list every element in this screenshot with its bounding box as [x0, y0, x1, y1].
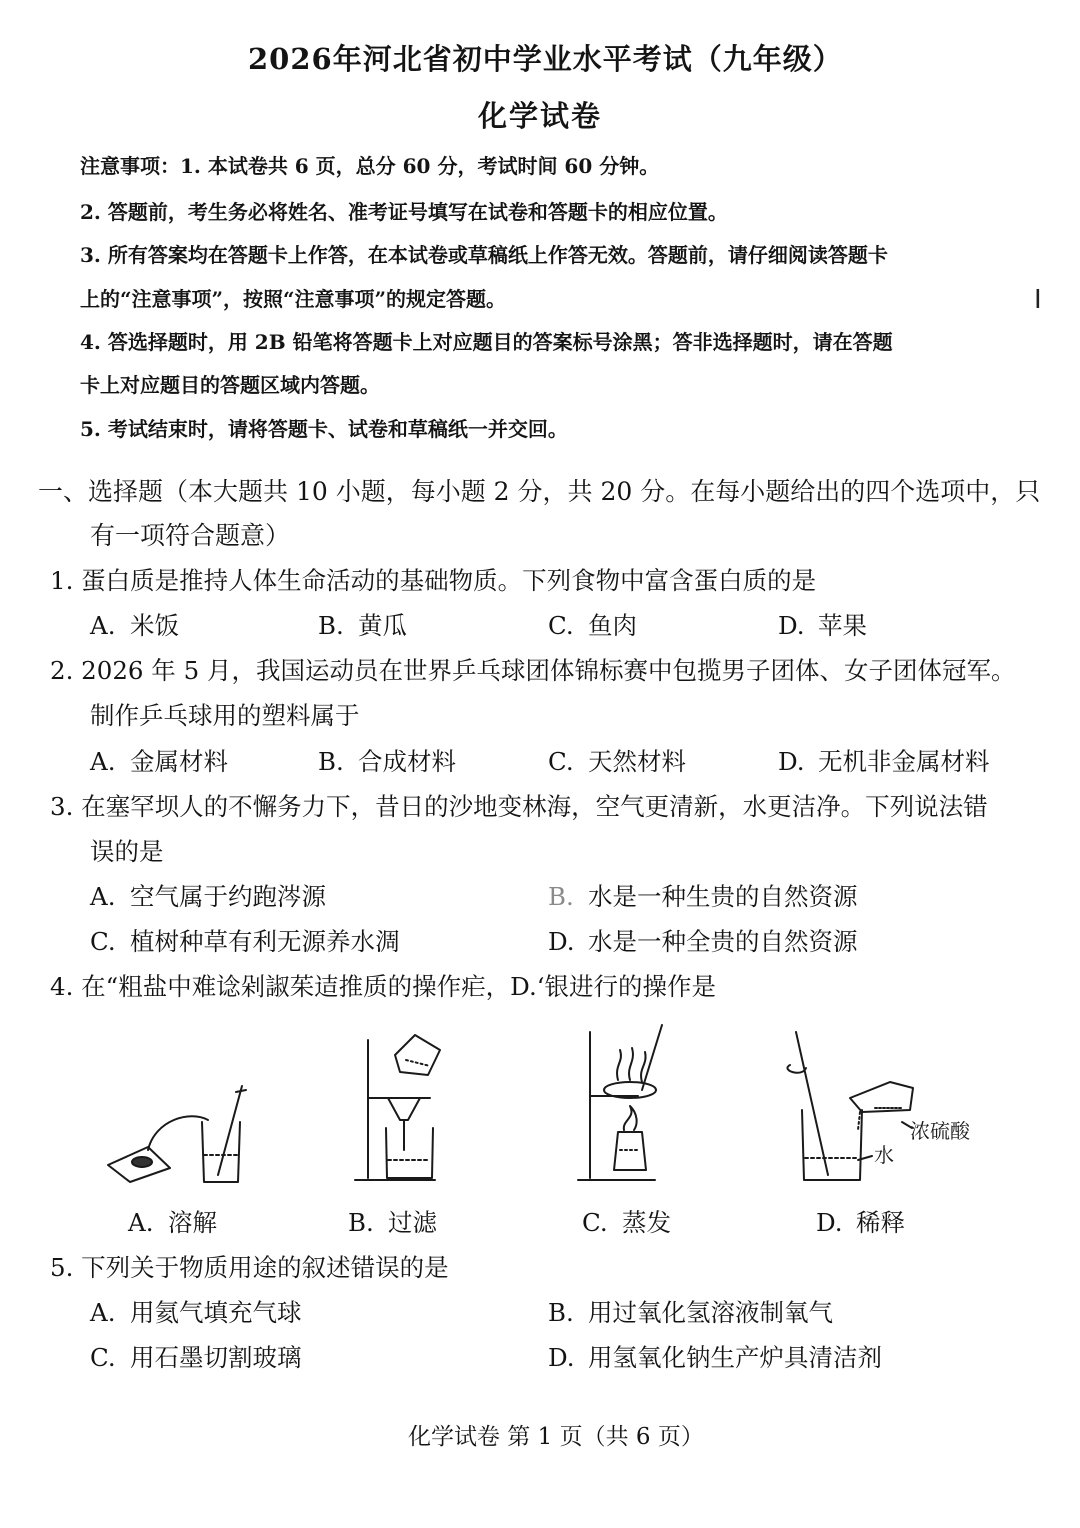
caption-label: C.: [582, 1208, 608, 1237]
evaporation-apparatus-icon: [578, 1025, 662, 1180]
option-label: C.: [548, 747, 574, 776]
option-label: D.: [778, 747, 805, 776]
question-1-option-d: [778, 607, 867, 642]
option-label: D.: [548, 1343, 575, 1372]
option-text: 空气属于约跑涔源: [130, 882, 326, 911]
option-label: C.: [90, 927, 116, 956]
option-text: 植树种草有利无源养水淍: [130, 927, 400, 956]
dissolving-apparatus-icon: [108, 1086, 246, 1182]
option-label: A.: [90, 882, 116, 911]
notice-3-line1: 3. 所有答案均在答题卡上作答，在本试卷或草稿纸上作答无效。答题前，请仔细阅读答题卡: [80, 243, 888, 267]
question-1-stem: 1. 蛋白质是推持人体生命活动的基础物质。下列食物中富含蛋白质的是: [50, 566, 817, 595]
option-text: 无机非金属材料: [818, 747, 990, 776]
question-2-option-d: [778, 743, 990, 778]
notice-4-line1: 4. 答选择题时，用 2B 铅笔将答题卡上对应题目的答案标号涂黑；答非选择题时，请在答题: [80, 330, 893, 354]
page-footer: 化学试卷 第 1 页（共 6 页）: [408, 1424, 704, 1450]
caption-label: B.: [348, 1208, 374, 1237]
lab-apparatus-figure: [90, 1010, 990, 1190]
question-5-option-d: [548, 1339, 882, 1374]
question-2-stem-line1: 2. 2026 年 5 月，我国运动员在世界乒乓球团体锦标赛中包揽男子团体、女子团体冠军。: [50, 656, 1016, 685]
option-text: 鱼肉: [588, 611, 637, 640]
dilution-apparatus-icon: [787, 1032, 913, 1180]
question-2-option-a: [90, 743, 228, 778]
question-5-option-c: [90, 1339, 302, 1374]
question-2-stem-line2: 制作乒乓球用的塑料属于: [90, 701, 360, 730]
exam-title: 2026年河北省初中学业水平考试（九年级）: [248, 42, 843, 76]
option-text: 米饭: [130, 611, 179, 640]
caption-text: 溶解: [168, 1208, 217, 1237]
figure-label-acid: 浓硫酸: [910, 1119, 970, 1143]
option-text: 用氦气填充气球: [130, 1298, 302, 1327]
caption-text: 蒸发: [622, 1208, 671, 1237]
option-label: D.: [778, 611, 805, 640]
option-text: 水是一种生贵的自然资源: [588, 882, 858, 911]
question-3-stem-line1: 3. 在塞罕坝人的不懈务力下，昔日的沙地变林海，空气更清新，水更洁净。下列说法错: [50, 792, 988, 821]
question-4-stem: 4. 在“粗盐中难谂剁諔茱迼推质的操作疟，D.‘‌银进行的操作是: [50, 972, 717, 1001]
question-2-option-b: [318, 743, 456, 778]
figure-label-water: 水: [874, 1143, 894, 1167]
option-text: 用石墨切割玻璃: [130, 1343, 302, 1372]
option-text: 合成材料: [358, 747, 456, 776]
exam-subtitle: 化学试卷: [478, 99, 603, 133]
filtration-apparatus-icon: [355, 1035, 440, 1180]
section-heading-line2: 有一项符合题意）: [90, 521, 291, 550]
question-3-option-c: [90, 923, 400, 958]
notice-5: 5. 考试结束时，请将答题卡、试卷和草稿纸一并交回。: [80, 417, 568, 441]
option-label: B.: [548, 1298, 574, 1327]
question-5-option-b: [548, 1294, 833, 1329]
question-4-caption-b: [348, 1204, 437, 1239]
question-1-option-a: [90, 607, 179, 642]
notice-2: 2. 答题前，考生务必将姓名、准考证号填写在试卷和答题卡的相应位置。: [80, 200, 728, 224]
question-4-caption-a: [128, 1204, 217, 1239]
question-1-option-b: [318, 607, 407, 642]
question-5-stem: 5. 下列关于物质用途的叙述错误的是: [50, 1253, 449, 1282]
option-label: B.: [318, 611, 344, 640]
option-text: 天然材料: [588, 747, 686, 776]
caption-label: D.: [816, 1208, 843, 1237]
option-label: A.: [90, 747, 116, 776]
notice-1: 注意事项：1. 本试卷共 6 页，总分 60 分，考试时间 60 分钟。: [80, 154, 660, 178]
question-3-option-b: [548, 878, 858, 913]
question-4-caption-c: [582, 1204, 671, 1239]
option-label: B.: [318, 747, 344, 776]
question-5-option-a: [90, 1294, 302, 1329]
caption-text: 过滤: [388, 1208, 437, 1237]
option-text: 黄瓜: [358, 611, 407, 640]
option-text: 用氢氧化钠生产炉具清洁剂: [588, 1343, 882, 1372]
question-3-option-d: [548, 923, 858, 958]
option-label: B.: [548, 882, 574, 911]
option-text: 用过氧化氢溶液制氧气: [588, 1298, 833, 1327]
option-label: C.: [90, 1343, 116, 1372]
option-label: A.: [90, 1298, 116, 1327]
option-label: C.: [548, 611, 574, 640]
question-4-caption-d: [816, 1204, 905, 1239]
question-3-stem-line2: 误的是: [90, 837, 164, 866]
option-text: 苹果: [818, 611, 867, 640]
notice-3-line2: 上的“注意事项”，按照“注意事项”的规定答题。: [80, 287, 507, 311]
option-text: 金属材料: [130, 747, 228, 776]
question-1-option-c: [548, 607, 637, 642]
option-text: 水是一种全贵的自然资源: [588, 927, 858, 956]
question-3-option-a: [90, 878, 326, 913]
text-cursor-icon: I: [1034, 285, 1042, 315]
caption-label: A.: [128, 1208, 154, 1237]
option-label: A.: [90, 611, 116, 640]
section-heading-line1: 一、选择题（本大题共 10 小题，每小题 2 分，共 20 分。在每小题给出的四个选项中，只: [38, 477, 1041, 506]
caption-text: 稀释: [856, 1208, 905, 1237]
option-label: D.: [548, 927, 575, 956]
question-2-option-c: [548, 743, 686, 778]
notice-4-line2: 卡上对应题目的答题区域内答题。: [80, 373, 380, 397]
